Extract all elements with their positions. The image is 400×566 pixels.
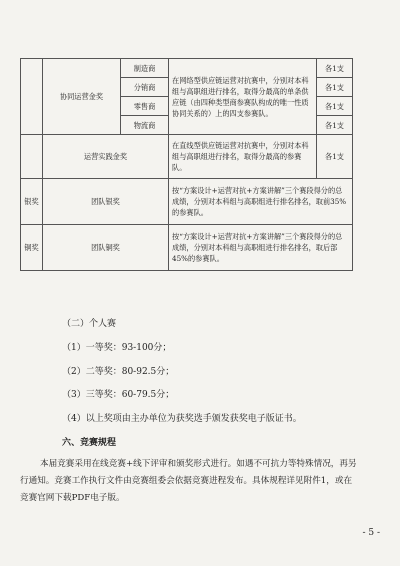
rules-paragraph: 本届竞赛采用在线竞赛+线下评审和颁奖形式进行。如遇不可抗力等特殊情况，再另行通知。竞赛工作执行文件由竞赛组委会依据竞赛进程发布。具体规程详见附件1，或在竞赛官网下载PDF电子版。 (20, 459, 357, 503)
silver-description: 按“方案设计+运营对抗+方案讲解”三个赛段得分的总成绩，分别对本科组与高职组进行排名排名，取前35%的参赛队。 (169, 179, 353, 225)
sub-row-count: 各1支 (317, 78, 353, 97)
practice-label: 运营实践金奖 (43, 135, 169, 179)
individual-item: （3）三等奖：60-79.5分； (62, 390, 175, 400)
silver-label: 团队银奖 (43, 179, 169, 225)
table-cell-empty (21, 59, 43, 135)
table-row (21, 59, 353, 78)
award-table (20, 58, 353, 271)
table-row (21, 225, 353, 271)
sub-row-name: 制造商 (121, 59, 169, 78)
table-row (21, 179, 353, 225)
gold-group-description: 在网络型供应链运营对抗赛中，分别对本科组与高职组进行排名，取得分最高的单条供应链（由四种类型商参赛队构成的唯一性质协同关系的）上的四支参赛队。 (169, 59, 317, 135)
practice-count: 各1支 (317, 135, 353, 179)
sub-row-count: 各1支 (317, 116, 353, 135)
bronze-label: 团队铜奖 (43, 225, 169, 271)
practice-description: 在直线型供应链运营对抗赛中，分别对本科组与高职组进行排名，取得分最高的参赛队。 (169, 135, 317, 179)
table-row (21, 135, 353, 179)
gold-group-label: 协同运营金奖 (43, 59, 121, 135)
sub-row-count: 各1支 (317, 97, 353, 116)
individual-heading: （二）个人赛 (62, 319, 117, 329)
sub-row-name: 零售商 (121, 97, 169, 116)
individual-item: （1）一等奖：93-100分； (62, 343, 172, 353)
bronze-description: 按“方案设计+运营对抗+方案讲解”三个赛段得分的总成绩，分别对本科组与高职组进行排名排名，取后部45%的参赛队。 (169, 225, 353, 271)
rules-heading: 六、竞赛规程 (62, 438, 117, 448)
individual-item: （4）以上奖项由主办单位为获奖选手颁发获奖电子版证书。 (62, 414, 302, 424)
sub-row-name: 分销商 (121, 78, 169, 97)
bronze-level: 铜奖 (21, 225, 43, 271)
sub-row-count: 各1支 (317, 59, 353, 78)
table-cell-empty (21, 135, 43, 179)
sub-row-name: 物流商 (121, 116, 169, 135)
page-number: - 5 - (362, 528, 380, 538)
individual-item: （2）二等奖：80-92.5分； (62, 367, 175, 377)
silver-level: 银奖 (21, 179, 43, 225)
